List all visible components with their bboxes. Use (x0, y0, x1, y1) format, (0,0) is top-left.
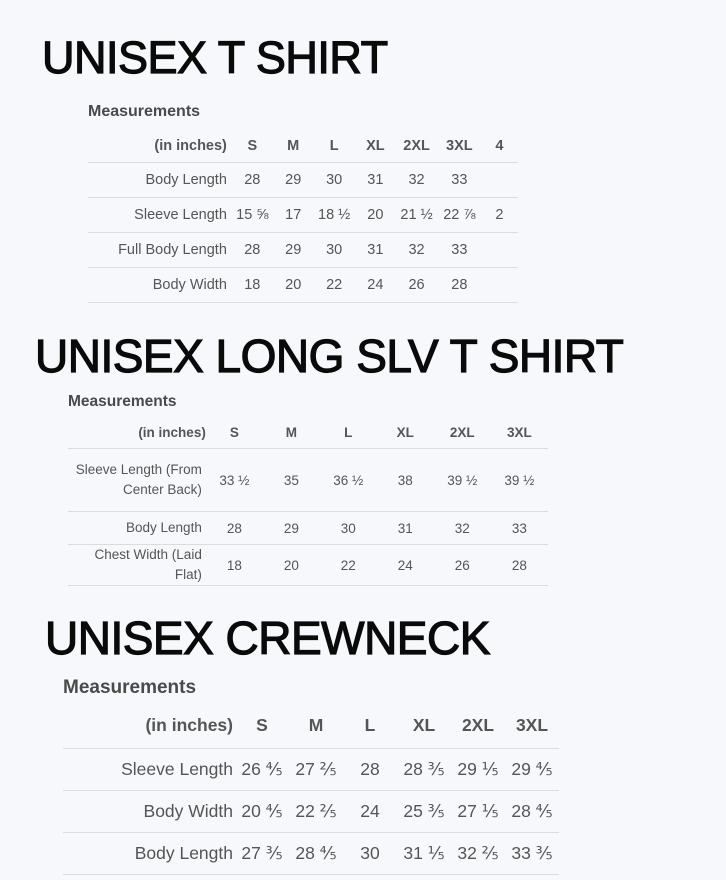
row-label: Sleeve Length (From Center Back) (68, 449, 206, 512)
cell: 29 (274, 163, 313, 198)
table-row (68, 449, 548, 512)
row-label: Body Length (88, 163, 231, 198)
cell: 31 (356, 233, 396, 268)
size-table (88, 137, 518, 303)
cell: 28 (231, 233, 274, 268)
cell: 32 ⅖ (451, 833, 505, 875)
cell: 28 (491, 545, 548, 586)
size-table (63, 714, 559, 875)
cell: 15 ⅝ (231, 198, 274, 233)
unit-header: (in inches) (145, 715, 233, 735)
row-label: Sleeve Length (88, 198, 231, 233)
cell: 26 (395, 268, 438, 303)
cell: 28 ⅗ (397, 749, 451, 791)
section-title-tshirt: UNISEX T SHIRT (42, 32, 388, 83)
size-header: 2XL (403, 138, 430, 154)
cell: 28 ⅘ (289, 833, 343, 875)
cell: 32 (395, 233, 438, 268)
cell: 39 ½ (491, 449, 548, 512)
cell: 33 ⅗ (505, 833, 559, 875)
table-row (88, 163, 518, 198)
cell: 17 (274, 198, 313, 233)
cell: 33 ½ (206, 449, 263, 512)
table-viewport[interactable] (63, 714, 569, 875)
cell: 24 (377, 545, 434, 586)
cell: 22 ⅞ (438, 198, 481, 233)
cell: 29 (274, 233, 313, 268)
cell: 22 (313, 268, 356, 303)
cell: 22 (320, 545, 377, 586)
cell: 31 ⅕ (397, 833, 451, 875)
cell: 30 (313, 163, 356, 198)
cell: 30 (343, 833, 397, 875)
cell: 21 ½ (395, 198, 438, 233)
cell: 31 (356, 163, 396, 198)
table-row (68, 512, 548, 545)
size-header: L (364, 715, 376, 735)
row-label: Full Body Length (88, 233, 231, 268)
table-viewport[interactable] (68, 424, 548, 586)
table-viewport[interactable] (88, 137, 518, 303)
cell: 22 ⅖ (289, 791, 343, 833)
size-header: 3XL (515, 715, 549, 735)
table-header-row (68, 424, 548, 449)
table-header-row (63, 714, 559, 749)
cell: 29 ⅕ (451, 749, 505, 791)
cell (481, 233, 518, 268)
cell: 18 (231, 268, 274, 303)
cell: 33 (438, 163, 481, 198)
cell: 20 (263, 545, 320, 586)
cell: 24 (356, 268, 396, 303)
cell: 20 (356, 198, 396, 233)
cell: 2 (481, 198, 518, 233)
size-header: 4 (495, 138, 504, 154)
cell: 29 (263, 512, 320, 545)
size-header: M (285, 425, 297, 440)
cell: 35 (263, 449, 320, 512)
size-header: S (256, 715, 268, 735)
cell: 20 (274, 268, 313, 303)
cell: 31 (377, 512, 434, 545)
size-header: XL (396, 425, 414, 440)
size-header: 3XL (507, 425, 532, 440)
table-row (63, 833, 559, 875)
size-chart-tshirt (88, 101, 518, 303)
cell: 24 (343, 791, 397, 833)
cell: 27 ⅗ (235, 833, 289, 875)
cell: 25 ⅗ (397, 791, 451, 833)
size-header: S (229, 425, 239, 440)
cell: 33 (438, 233, 481, 268)
cell: 36 ½ (320, 449, 377, 512)
table-row (88, 268, 518, 303)
cell: 28 ⅘ (505, 791, 559, 833)
row-label: Body Length (68, 512, 206, 545)
cell: 33 (491, 512, 548, 545)
section-title-long-sleeve: UNISEX LONG SLV T SHIRT (35, 330, 624, 382)
cell: 30 (313, 233, 356, 268)
row-label: Body Length (63, 833, 235, 875)
table-row (88, 198, 518, 233)
table-header-row (88, 137, 518, 163)
size-header: XL (412, 715, 436, 735)
row-label: Body Width (63, 791, 235, 833)
cell: 20 ⅘ (235, 791, 289, 833)
measurements-label: Measurements (88, 103, 201, 120)
cell: 18 ½ (313, 198, 356, 233)
cell: 28 (206, 512, 263, 545)
cell: 26 (434, 545, 491, 586)
table-row (68, 545, 548, 586)
size-header: 2XL (449, 425, 475, 440)
row-label: Body Width (88, 268, 231, 303)
row-label: Chest Width (Laid Flat) (68, 545, 206, 586)
cell: 29 ⅘ (505, 749, 559, 791)
section-title-crewneck: UNISEX CREWNECK (45, 612, 490, 664)
size-chart-long-sleeve (68, 391, 548, 586)
cell: 32 (434, 512, 491, 545)
unit-header: (in inches) (154, 138, 227, 154)
size-header: 3XL (446, 138, 473, 154)
cell: 26 ⅘ (235, 749, 289, 791)
size-header: M (308, 715, 324, 735)
table-row (63, 749, 559, 791)
cell: 28 (438, 268, 481, 303)
size-header: S (247, 138, 258, 154)
size-header: M (287, 138, 300, 154)
cell (481, 268, 518, 303)
size-header: XL (366, 138, 385, 154)
size-header: 2XL (461, 715, 495, 735)
table-row (63, 791, 559, 833)
cell (481, 163, 518, 198)
measurements-label: Measurements (68, 393, 177, 410)
cell: 39 ½ (434, 449, 491, 512)
size-table (68, 424, 548, 586)
cell: 28 (231, 163, 274, 198)
table-row (88, 233, 518, 268)
measurements-label: Measurements (63, 677, 197, 698)
cell: 28 (343, 749, 397, 791)
size-header: L (329, 138, 339, 154)
cell: 32 (395, 163, 438, 198)
size-chart-crewneck (63, 676, 569, 875)
row-label: Sleeve Length (63, 749, 235, 791)
size-header: L (344, 425, 353, 440)
unit-header: (in inches) (138, 425, 206, 440)
cell: 30 (320, 512, 377, 545)
cell: 18 (206, 545, 263, 586)
cell: 27 ⅖ (289, 749, 343, 791)
cell: 27 ⅕ (451, 791, 505, 833)
cell: 38 (377, 449, 434, 512)
